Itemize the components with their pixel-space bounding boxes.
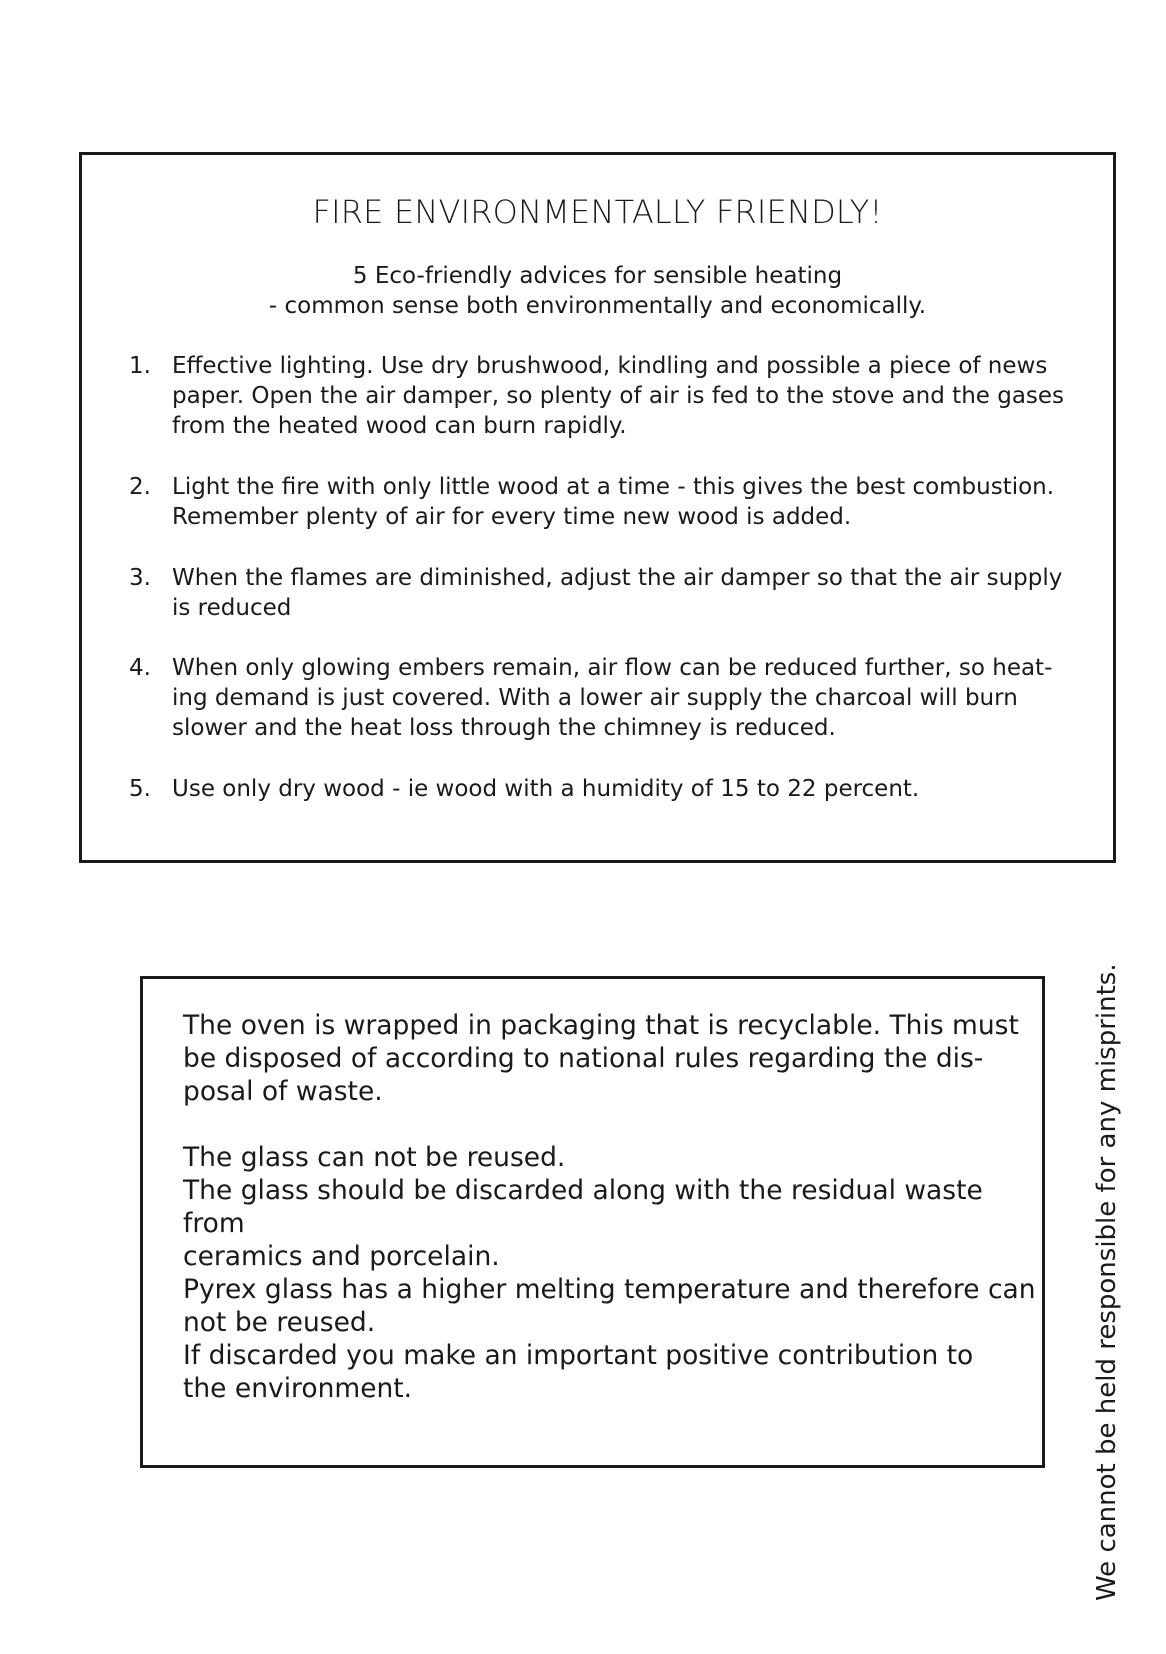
eco-advice-box [79, 152, 1116, 863]
advice-number: 2. [129, 474, 151, 500]
eco-advice-subtitle-line2: - common sense both environmentally and economically. [268, 293, 927, 319]
eco-advice-subtitle-line1: 5 Eco-friendly advices for sensible heating [352, 263, 843, 289]
advice-line: is reduced [172, 595, 292, 621]
packaging-line: posal of waste. [183, 1076, 383, 1107]
packaging-line: from [183, 1208, 245, 1239]
packaging-line: be disposed of according to national rules regarding the dis- [183, 1043, 984, 1074]
advice-line: slower and the heat loss through the chimney is reduced. [172, 715, 836, 741]
packaging-info-box [140, 976, 1045, 1468]
advice-line: When the flames are diminished, adjust the air damper so that the air supply [172, 565, 1063, 591]
advice-number: 3. [129, 565, 151, 591]
advice-line: ing demand is just covered. With a lower air supply the charcoal will burn [172, 685, 1018, 711]
packaging-line: not be reused. [183, 1307, 376, 1338]
packaging-line: The glass can not be reused. [183, 1142, 566, 1173]
advice-line: Effective lighting. Use dry brushwood, kindling and possible a piece of news [172, 353, 1048, 379]
packaging-line: The oven is wrapped in packaging that is recyclable. This must [183, 1010, 1019, 1041]
advice-number: 5. [129, 776, 151, 802]
advice-line: Light the fire with only little wood at a time - this gives the best combustion. [172, 474, 1055, 500]
packaging-line: the environment. [183, 1373, 413, 1404]
misprint-disclaimer: We cannot be held responsible for any misprints. [1092, 963, 1122, 1601]
advice-line: paper. Open the air damper, so plenty of air is fed to the stove and the gases [172, 383, 1065, 409]
advice-number: 4. [129, 655, 151, 681]
advice-line: from the heated wood can burn rapidly. [172, 413, 627, 439]
advice-number: 1. [129, 353, 151, 379]
advice-line: Remember plenty of air for every time new wood is added. [172, 504, 852, 530]
packaging-line: Pyrex glass has a higher melting temperature and therefore can [183, 1274, 1036, 1305]
packaging-line: ceramics and porcelain. [183, 1241, 500, 1272]
packaging-line: If discarded you make an important positive contribution to [183, 1340, 974, 1371]
eco-advice-title: FIRE ENVIRONMENTALLY FRIENDLY! [312, 193, 883, 231]
advice-line: Use only dry wood - ie wood with a humidity of 15 to 22 percent. [172, 776, 920, 802]
packaging-line: The glass should be discarded along with the residual waste [183, 1175, 983, 1206]
advice-line: When only glowing embers remain, air flow can be reduced further, so heat- [172, 655, 1053, 681]
